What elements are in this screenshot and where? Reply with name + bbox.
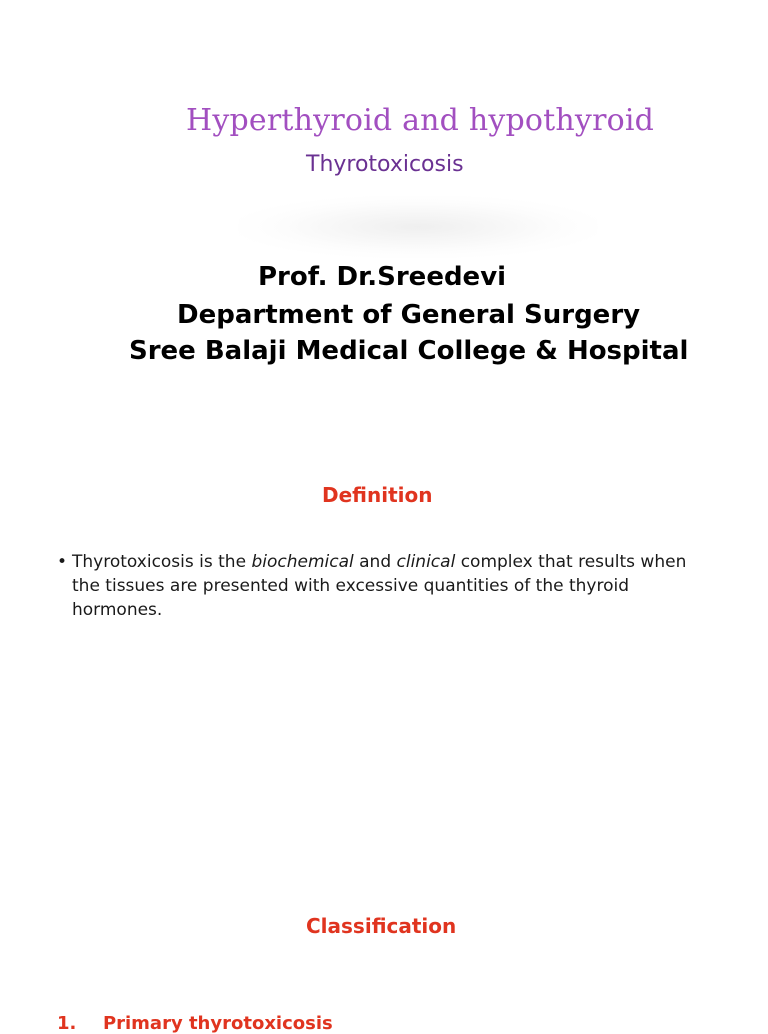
subtitle-thyrotoxicosis: Thyrotoxicosis — [306, 152, 464, 177]
definition-bullet — [57, 550, 697, 622]
list-item-number: 1. — [57, 1013, 77, 1034]
bullet-symbol: • — [57, 552, 68, 572]
definition-text-part: complex that results when the tissues are presented with excessive quantities of the thyroid hormones. — [72, 552, 687, 620]
institution-name: Sree Balaji Medical College & Hospital — [129, 336, 689, 366]
list-item-label: Primary thyrotoxicosis — [102, 1013, 333, 1034]
definition-heading: Definition — [322, 483, 433, 507]
department-name: Department of General Surgery — [177, 300, 641, 330]
definition-text — [72, 550, 697, 622]
definition-text-part: Thyrotoxicosis is the — [72, 552, 252, 572]
author-name: Prof. Dr.Sreedevi — [258, 262, 507, 292]
classification-heading: Classification — [306, 914, 457, 938]
main-title: Hyperthyroid and hypothyroid — [186, 103, 655, 138]
definition-text-part: and — [353, 552, 397, 572]
faded-watermark-blob — [238, 196, 598, 258]
definition-text-emphasis: biochemical — [251, 552, 354, 572]
definition-text-emphasis: clinical — [396, 552, 456, 572]
